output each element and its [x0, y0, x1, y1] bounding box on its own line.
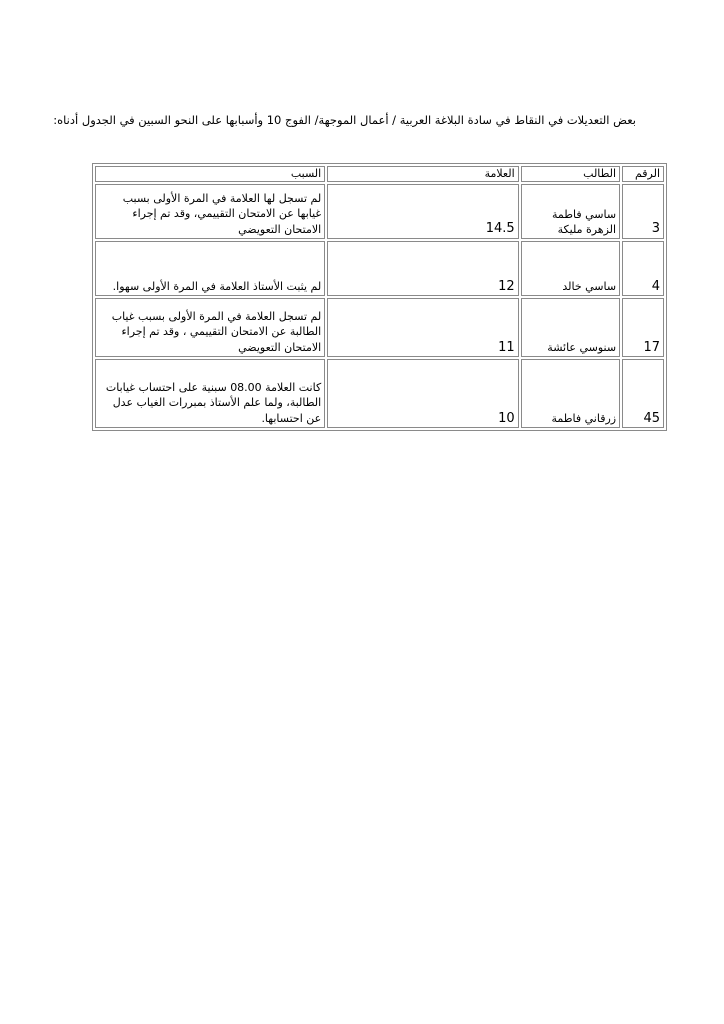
- table-row: [95, 298, 664, 357]
- cell-grade: 11: [327, 298, 518, 357]
- header-grade: العلامة: [327, 166, 518, 182]
- cell-grade: 14.5: [327, 184, 518, 239]
- cell-reason: لم تسجل العلامة في المرة الأولى بسبب غياب الطالبة عن الامتحان التقييمي ، وقد تم إجراء الامتحان التعويضي: [95, 298, 325, 357]
- cell-reason: لم تسجل لها العلامة في المرة الأولى بسبب غيابها عن الامتحان التقييمي، وقد تم إجراء الامتحان التعويضي: [95, 184, 325, 239]
- cell-student: زرقاني فاطمة: [521, 359, 620, 428]
- cell-grade: 12: [327, 241, 518, 296]
- table-header-row: [95, 166, 664, 182]
- header-student: الطالب: [521, 166, 620, 182]
- grade-corrections-table: [92, 163, 667, 431]
- header-number: الرقم: [622, 166, 664, 182]
- cell-number: 4: [622, 241, 664, 296]
- cell-grade: 10: [327, 359, 518, 428]
- cell-number: 17: [622, 298, 664, 357]
- cell-student: سنوسي عائشة: [521, 298, 620, 357]
- table-row: [95, 184, 664, 239]
- cell-student: ساسي فاطمة الزهرة مليكة: [521, 184, 620, 239]
- table-row: [95, 359, 664, 428]
- cell-reason: لم يثبت الأستاذ العلامة في المرة الأولى سهوا.: [95, 241, 325, 296]
- cell-student: ساسي خالد: [521, 241, 620, 296]
- intro-paragraph: بعض التعديلات في النقاط في سادة البلاغة العربية / أعمال الموجهة/ الفوج 10 وأسبابها على النحو السبين في الجدول أدناه:: [53, 113, 636, 127]
- cell-number: 3: [622, 184, 664, 239]
- header-reason: السبب: [95, 166, 325, 182]
- cell-reason: كانت العلامة 08.00 سبنية على احتساب غيابات الطالبة، ولما علم الأستاذ بمبررات الغياب عدل عن احتسابها.: [95, 359, 325, 428]
- cell-number: 45: [622, 359, 664, 428]
- table-row: [95, 241, 664, 296]
